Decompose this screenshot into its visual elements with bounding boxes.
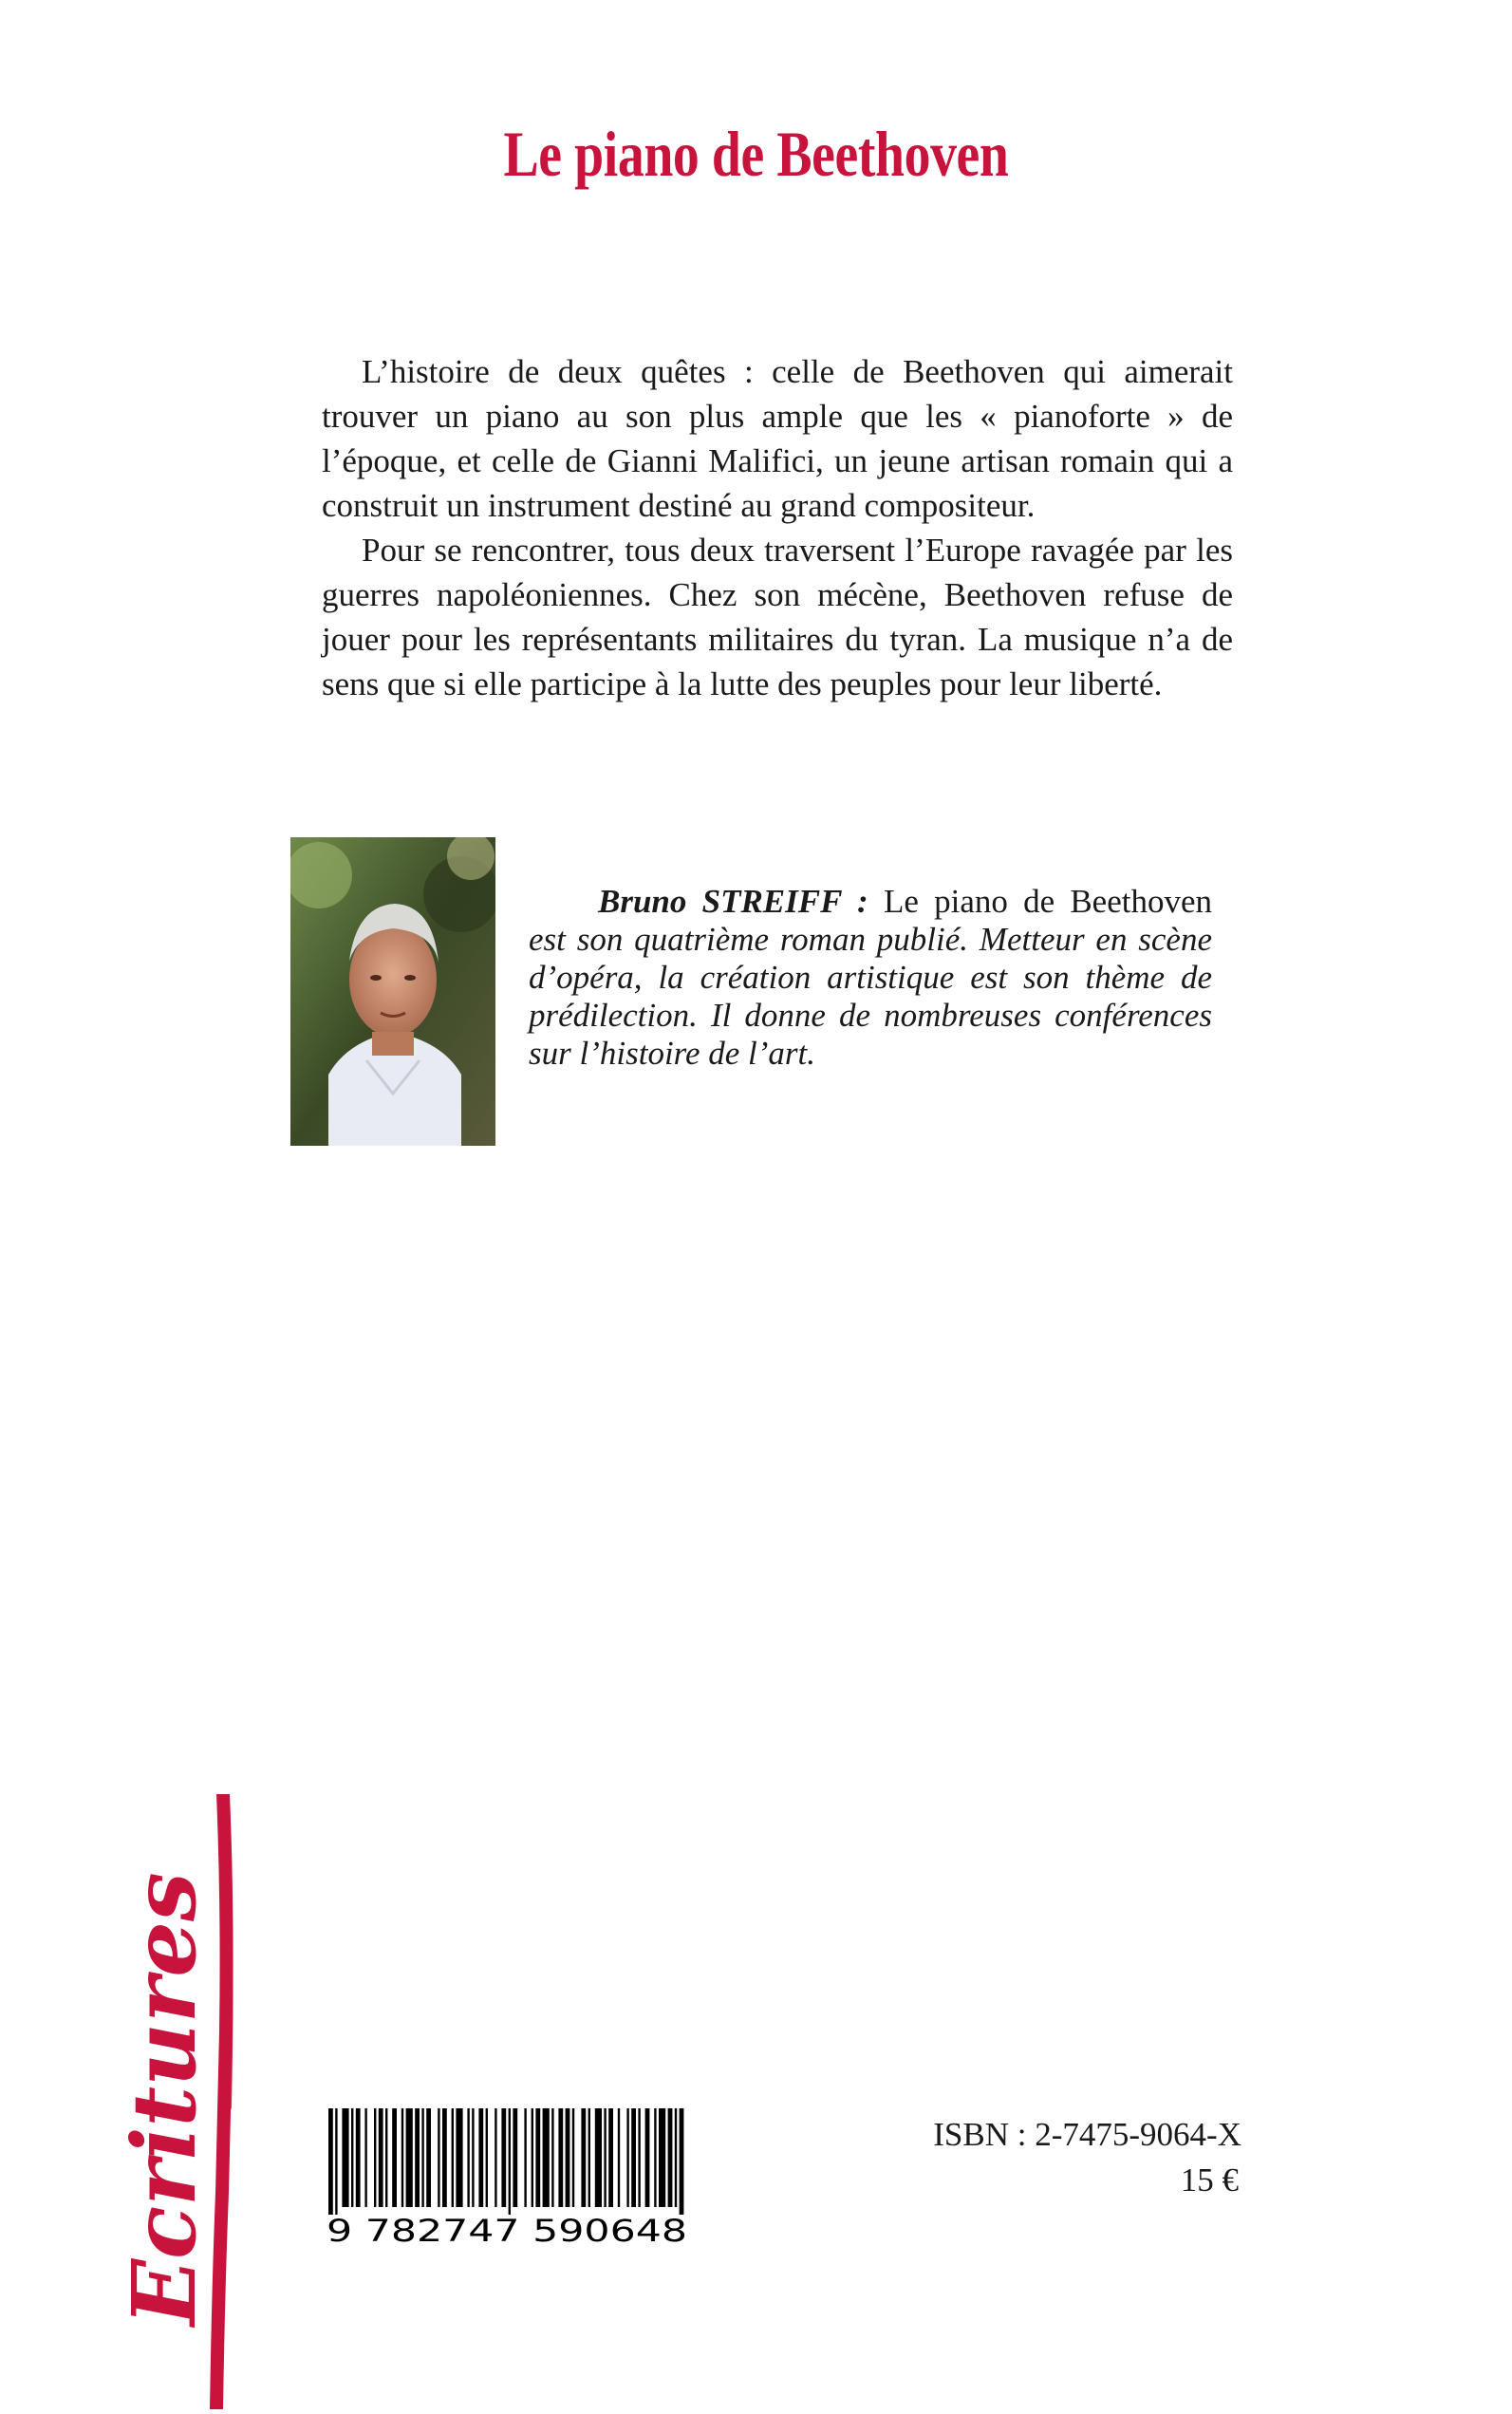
barcode-bar	[379, 2108, 383, 2207]
barcode-bar	[467, 2108, 469, 2207]
author-photo	[290, 837, 495, 1146]
barcode-bar	[356, 2108, 361, 2207]
barcode-bar	[421, 2108, 423, 2207]
barcode-bar	[495, 2108, 496, 2207]
barcode-bar	[532, 2108, 533, 2207]
barcode-bar	[452, 2108, 454, 2207]
barcode-bar	[654, 2108, 656, 2207]
barcode-bar	[668, 2108, 673, 2207]
barcode-bar	[631, 2108, 636, 2207]
barcode-bar	[364, 2108, 366, 2207]
barcode-bar	[472, 2108, 474, 2207]
barcode-bar	[588, 2108, 590, 2207]
barcode-bar	[351, 2108, 353, 2207]
author-bio-text: est son quatrième roman publié. Metteur en scène d’opéra, la création artistique est son thème de prédilection. Il donne de nombreuses conférences sur l’histoire de l’art.	[529, 921, 1212, 1072]
barcode-bar	[406, 2108, 413, 2207]
barcode-bar	[618, 2108, 620, 2207]
barcode-bar	[675, 2108, 677, 2207]
barcode-bar	[543, 2108, 550, 2207]
synopsis-paragraph-1: L’histoire de deux quêtes : celle de Beethoven qui aimerait trouver un piano au son plus ample que les « pianoforte » de l’époque, et celle de Gianni Malifici, un jeune artisan romain qui a construit un instrument destiné au grand compositeur.	[322, 353, 1233, 524]
barcode-bar	[572, 2108, 574, 2207]
logo-text: Ecritures	[113, 1872, 215, 2326]
barcode-bar	[626, 2108, 628, 2207]
barcode-bar	[551, 2108, 553, 2207]
barcode-bar	[604, 2108, 606, 2207]
isbn: ISBN : 2-7475-9064-X	[933, 2116, 1241, 2153]
barcode-bar	[659, 2108, 665, 2207]
barcode-bar	[456, 2108, 462, 2207]
ecritures-logo	[104, 1794, 275, 2409]
barcode-bar	[374, 2108, 376, 2207]
book-title: Le piano de Beethoven	[503, 118, 1009, 190]
barcode-bar	[478, 2108, 483, 2207]
author-bio	[529, 883, 1212, 1073]
barcode-bar	[335, 2108, 337, 2215]
barcode-bar	[595, 2108, 602, 2207]
barcode-digits: 9 782747 590648	[327, 2213, 687, 2246]
author-book-title: Le piano de Beethoven	[883, 883, 1213, 920]
barcode-bar	[535, 2108, 540, 2207]
barcode-bar	[328, 2108, 333, 2215]
barcode-bar	[342, 2108, 348, 2207]
barcode-bar	[501, 2108, 506, 2207]
barcode-bar	[513, 2108, 517, 2207]
barcode-bar	[645, 2108, 650, 2207]
barcode-bar	[509, 2108, 511, 2215]
author-bio-paragraph	[529, 883, 1212, 1073]
barcode-bar	[638, 2108, 640, 2207]
barcode-bar	[401, 2108, 403, 2207]
barcode	[327, 2108, 687, 2246]
synopsis	[322, 349, 1233, 706]
barcode-bars	[328, 2108, 683, 2215]
barcode-bar	[680, 2108, 684, 2215]
barcode-bar	[392, 2108, 397, 2207]
barcode-bar	[524, 2108, 526, 2207]
barcode-bar	[486, 2108, 488, 2207]
barcode-bar	[438, 2108, 439, 2207]
barcode-bar	[442, 2108, 447, 2207]
barcode-bar	[566, 2108, 570, 2207]
author-name: Bruno STREIFF :	[598, 883, 868, 920]
barcode-bar	[385, 2108, 387, 2207]
barcode-bar	[415, 2108, 420, 2207]
barcode-bar	[426, 2108, 431, 2207]
barcode-bar	[558, 2108, 563, 2207]
price: 15 €	[1180, 2161, 1239, 2199]
synopsis-paragraph-2: Pour se rencontrer, tous deux traversent l’Europe ravagée par les guerres napoléoniennes. Chez son mécène, Beethoven refuse de jouer pour les représentants militaires du tyran. La musique n’a de sens que si elle participe à la lutte des peuples pour leur liberté.	[322, 532, 1233, 702]
barcode-bar	[581, 2108, 586, 2207]
barcode-bar	[608, 2108, 613, 2207]
